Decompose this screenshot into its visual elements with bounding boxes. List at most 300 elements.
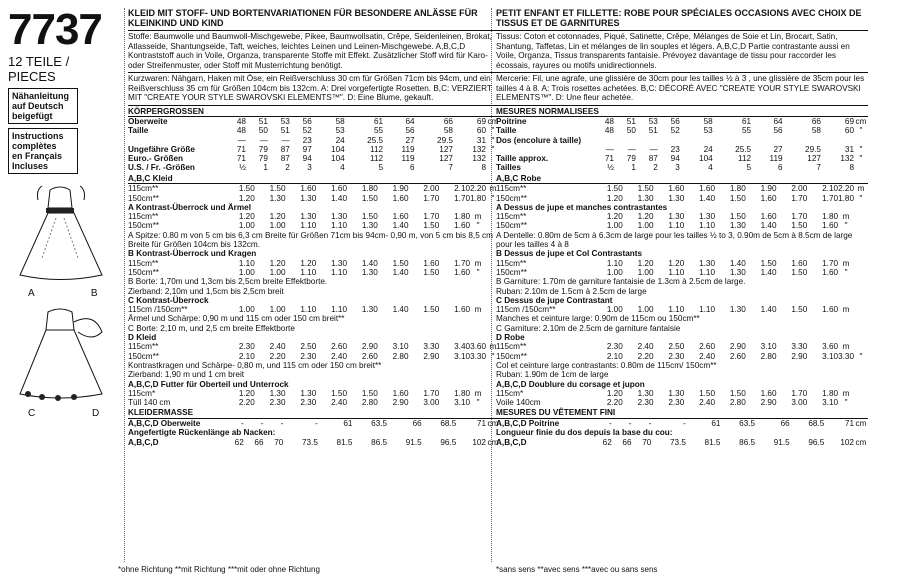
- table-cell: 1.10: [668, 267, 685, 277]
- table-cell: 2.90: [392, 398, 409, 408]
- table-cell: —: [259, 135, 268, 145]
- table-cell: 48: [604, 117, 614, 126]
- table-cell: 2.30: [637, 398, 654, 408]
- table-cell: 1.20: [238, 193, 255, 203]
- table-cell: 87: [648, 154, 658, 164]
- table-cell: ": [491, 144, 495, 154]
- table-cell: 112: [370, 144, 384, 154]
- table-cell: m: [842, 342, 850, 352]
- table-cell: 58: [443, 126, 453, 136]
- table-cell: -: [241, 418, 244, 428]
- table-cell: 81.5: [336, 437, 353, 447]
- title-fr: PETIT ENFANT ET FILLETTE: ROBE POUR SPÉCIALES OCCASIONS AVEC CHOIX DE TISSUS ET DE GARNITURES: [496, 8, 862, 28]
- table-cell: 1.20: [606, 212, 623, 222]
- table-cell: 4: [340, 163, 345, 173]
- table-row: [128, 333, 500, 342]
- table-cell: 24: [703, 144, 713, 154]
- table-note: A Dentelle: 0.80m de 5cm à 6.3cm de large pour les tailles ½ to 3, 0.90m de 5cm à 8.5cm de large pour les tailles 4 à 8: [496, 230, 853, 250]
- table-cell: 53: [280, 117, 290, 126]
- table-cell: 1.00: [606, 221, 623, 231]
- table-cell: 115cm**: [496, 258, 527, 268]
- table-cell: 1.30: [637, 193, 654, 203]
- table-cell: 96.5: [440, 437, 457, 447]
- pattern-info: [8, 5, 120, 174]
- table-cell: 58: [703, 117, 713, 126]
- table-cell: 2.10: [606, 351, 623, 361]
- table-note: Zierband: 2,10m und 1,5cm bis 2,5cm breit: [128, 286, 284, 296]
- table-cell: 1.70: [423, 193, 440, 203]
- table-cell: 1: [631, 163, 636, 173]
- table-cell: 1.40: [392, 267, 409, 277]
- table-cell: 1.10: [699, 305, 715, 315]
- table-row: [496, 428, 868, 437]
- table-cell: 55: [741, 126, 752, 136]
- table-cell: 3.10: [454, 398, 471, 408]
- table-cell: 51: [626, 117, 636, 126]
- table-cell: —: [627, 144, 636, 154]
- table-cell: 81.5: [704, 437, 721, 447]
- table-row: [496, 352, 868, 361]
- table-cell: 132: [840, 154, 854, 164]
- table-cell: 6: [778, 163, 783, 173]
- table-cell: [128, 136, 224, 145]
- table-cell: 6: [410, 163, 415, 173]
- garment-table-fr: [496, 419, 868, 447]
- table-cell: 3.00: [791, 398, 808, 408]
- table-cell: -: [648, 418, 652, 428]
- table-cell: U.S. / Fr. -Größen: [128, 163, 195, 173]
- table-cell: 63.5: [371, 418, 388, 428]
- table-row: [128, 221, 500, 230]
- table-note: Angefertigte Rückenlänge ab Nacken:: [128, 428, 276, 438]
- table-cell: 87: [280, 154, 290, 164]
- table-cell: 1.30: [300, 193, 317, 203]
- table-cell: 1.50: [729, 388, 746, 398]
- table-cell: 1.00: [606, 305, 623, 315]
- table-cell: 150cm**: [128, 267, 159, 277]
- table-cell: 2.30: [668, 351, 685, 361]
- table-cell: ½: [239, 163, 246, 173]
- table-cell: 150cm**: [496, 351, 527, 361]
- table-cell: Taille: [496, 126, 517, 136]
- table-cell: ": [476, 398, 480, 408]
- table-cell: 71: [844, 418, 854, 428]
- table-cell: 91.5: [405, 437, 422, 447]
- table-row: [128, 389, 500, 398]
- table-note: A,B,C,D Futter für Oberteil und Unterrock: [128, 379, 289, 389]
- table-cell: 50: [258, 126, 268, 136]
- table-cell: -: [683, 418, 686, 428]
- table-row: [128, 212, 500, 221]
- table-cell: 3.30: [423, 342, 440, 352]
- table-cell: 1.20: [668, 258, 685, 268]
- table-cell: 66: [811, 117, 821, 126]
- table-cell: 4: [708, 163, 713, 173]
- table-cell: 132: [472, 154, 486, 164]
- table-cell: 1.90: [392, 184, 409, 194]
- table-row: [128, 438, 500, 447]
- table-row: [128, 203, 500, 212]
- table-cell: 24: [335, 135, 345, 145]
- table-cell: 127: [439, 154, 453, 164]
- table-row: [496, 380, 868, 389]
- table-cell: 2.10: [454, 184, 471, 194]
- table-cell: 5: [378, 163, 384, 173]
- table-cell: 1.30: [637, 388, 654, 398]
- table-note: C Kontrast-Überrock: [128, 295, 209, 305]
- table-note: Kontrastkragen und Schärpe- 0,80 m, und 115 cm oder 150 cm breit**: [128, 360, 382, 370]
- table-row: [128, 352, 500, 361]
- table-cell: 94: [670, 154, 680, 164]
- table-cell: 1.80: [470, 193, 486, 203]
- body-measurements-head-de: KÖRPERGROSSEN: [128, 107, 500, 118]
- table-cell: ": [859, 351, 863, 361]
- table-cell: 64: [773, 117, 783, 126]
- yardage-table-fr: [496, 184, 868, 407]
- table-cell: 1.60: [822, 221, 839, 231]
- table-cell: 2.80: [729, 398, 746, 408]
- table-cell: 3.10: [822, 398, 839, 408]
- table-row: [496, 277, 868, 286]
- table-row: [496, 163, 868, 172]
- table-cell: 2.80: [361, 398, 378, 408]
- table-cell: Taille: [128, 126, 149, 136]
- table-cell: 1.40: [760, 221, 777, 231]
- footer-de: *ohne Richtung **mit Richtung ***mit oder ohne Richtung: [118, 565, 320, 574]
- table-row: [128, 231, 500, 250]
- table-cell: 1.20: [238, 388, 255, 398]
- table-cell: 31: [844, 144, 854, 154]
- table-cell: 94: [302, 154, 312, 164]
- table-row: [128, 287, 500, 296]
- table-cell: 1.20: [637, 258, 654, 268]
- table-cell: 56: [302, 117, 312, 126]
- table-cell: cm: [487, 418, 499, 428]
- table-cell: 1.30: [269, 193, 286, 203]
- table-cell: 71: [236, 154, 246, 164]
- table-cell: 1.60: [423, 258, 440, 268]
- table-row: [128, 361, 500, 370]
- table-cell: 2.80: [392, 351, 409, 361]
- table-cell: 1.80: [822, 388, 839, 398]
- table-cell: 1.30: [331, 258, 347, 268]
- table-cell: 2.30: [300, 351, 317, 361]
- table-cell: 66: [412, 418, 422, 428]
- table-cell: 48: [236, 117, 246, 126]
- table-cell: 2.30: [606, 342, 623, 352]
- table-cell: 51: [258, 117, 268, 126]
- table-cell: 1.10: [331, 221, 347, 231]
- table-cell: 1.90: [760, 184, 777, 194]
- table-cell: 1.10: [606, 258, 623, 268]
- table-cell: 1.20: [300, 258, 317, 268]
- table-cell: 1.40: [729, 258, 746, 268]
- table-cell: 1.30: [668, 388, 685, 398]
- table-row: [496, 221, 868, 230]
- table-cell: 2.50: [300, 342, 317, 352]
- table-cell: 2.40: [331, 351, 347, 361]
- table-row: [128, 194, 500, 203]
- table-note: Zierband: 1,90 m und 1 cm breit: [128, 370, 245, 380]
- table-note: Dos (encolure à taille): [496, 135, 582, 145]
- table-cell: 1.10: [331, 305, 347, 315]
- table-cell: -: [260, 418, 264, 428]
- table-cell: 31: [476, 135, 486, 145]
- pattern-number: 7737: [8, 5, 102, 54]
- table-cell: 150cm**: [128, 193, 159, 203]
- instructions-de-box: Nähanleitung auf Deutsch beigefügt: [8, 88, 78, 124]
- table-cell: 91.5: [773, 437, 790, 447]
- yardage-head-de: A,B,C Kleid: [128, 174, 500, 185]
- table-cell: 23: [670, 144, 680, 154]
- table-cell: 2.20: [238, 398, 255, 408]
- table-cell: 132: [472, 144, 486, 154]
- table-row: [128, 145, 500, 154]
- table-note: B Kontrast-Überrock und Kragen: [128, 249, 257, 259]
- title-de: KLEID MIT STOFF- UND BORTENVARIATIONEN FÜR BESONDERE ANLÄSSE FÜR KLEINKIND UND KIND: [128, 8, 478, 28]
- table-cell: 2.20: [637, 351, 654, 361]
- table-cell: 1.60: [760, 212, 777, 222]
- size-table-fr: [496, 117, 868, 173]
- table-cell: 66: [254, 437, 264, 447]
- table-cell: -: [315, 418, 318, 428]
- table-cell: 3.10: [822, 351, 839, 361]
- table-cell: 58: [335, 117, 345, 126]
- table-row: [496, 419, 868, 428]
- table-cell: m: [489, 342, 497, 352]
- table-cell: cm: [855, 117, 867, 126]
- table-note: C Borte: 2,10 m, und 2,5 cm breite Effektborte: [128, 323, 295, 333]
- table-cell: 1.50: [361, 212, 378, 222]
- table-row: [128, 268, 500, 277]
- table-cell: 1.50: [331, 388, 347, 398]
- table-cell: A,B,C,D: [496, 437, 527, 447]
- table-cell: 2.90: [423, 351, 440, 361]
- table-cell: 2: [653, 163, 658, 173]
- table-cell: 48: [604, 126, 614, 136]
- table-cell: 1.50: [791, 221, 808, 231]
- table-cell: 1.20: [606, 193, 623, 203]
- instructions-fr-box: Instructions complètes en Français Incluses: [8, 128, 78, 174]
- table-row: [496, 203, 868, 212]
- table-cell: 3.60: [470, 342, 486, 352]
- table-note: A Dessus de jupe et manches contrastantes: [496, 202, 668, 212]
- table-cell: 2.30: [300, 398, 317, 408]
- table-cell: 71: [236, 144, 246, 154]
- table-cell: 2.20: [269, 351, 286, 361]
- table-note: C Garniture: 2.10m de 2.5cm de garniture fantaisie: [496, 323, 681, 333]
- table-cell: 1.70: [454, 193, 471, 203]
- table-cell: Taille approx.: [496, 154, 549, 164]
- table-cell: 2.20: [606, 398, 623, 408]
- body-measurements-head-fr: MESURES NORMALISEES: [496, 107, 868, 118]
- table-cell: 1.00: [238, 305, 255, 315]
- fabrics-fr: Tissus: Coton et cotonnades, Piqué, Satinette, Crêpe, Mélanges de Soie et Lin, Brocart, Satin, Shantung, Taffetas, Lin et mélanges de lin souples et légers. A,B,C,D Partie contrastante aussi en Voile, Organza, Tissus transparents fantaisie. Prévoyez davantage de tissu pour raccorder les écossais, rayures ou motifs unidirectionnels.: [496, 32, 850, 70]
- table-cell: 115cm /150cm**: [128, 305, 188, 315]
- table-cell: 1.60: [699, 184, 715, 194]
- table-cell: 1.40: [760, 267, 777, 277]
- table-cell: -: [280, 418, 284, 428]
- table-cell: 51: [280, 126, 290, 136]
- table-cell: 5: [746, 163, 752, 173]
- size-table-de: [128, 117, 500, 173]
- table-cell: 1.30: [269, 388, 286, 398]
- table-cell: 1.30: [699, 212, 715, 222]
- table-cell: 1.50: [392, 258, 409, 268]
- table-cell: m: [474, 212, 482, 222]
- table-row: [496, 194, 868, 203]
- table-cell: 1.30: [361, 221, 378, 231]
- table-cell: 1.40: [392, 305, 409, 315]
- table-cell: 2.50: [668, 342, 685, 352]
- table-cell: 119: [401, 144, 415, 154]
- table-row: [496, 287, 868, 296]
- table-cell: 150cm**: [496, 193, 527, 203]
- dress-ab-illustration: [12, 180, 112, 285]
- table-cell: 112: [738, 154, 752, 164]
- table-cell: 60: [844, 126, 854, 136]
- table-cell: m: [842, 305, 850, 315]
- table-note: Manches et ceinture large: 0.90m de 115cm ou 150cm**: [496, 314, 700, 324]
- table-cell: 79: [626, 154, 636, 164]
- table-cell: 1.20: [238, 212, 255, 222]
- table-cell: 2.40: [699, 351, 715, 361]
- table-cell: 104: [699, 154, 713, 164]
- table-cell: 1.10: [238, 258, 255, 268]
- table-cell: Voile 140cm: [496, 398, 541, 408]
- table-cell: 61: [711, 418, 721, 428]
- table-row: [496, 184, 868, 193]
- table-row: [128, 370, 500, 379]
- table-cell: cm: [487, 117, 499, 126]
- table-cell: 1.80: [838, 193, 854, 203]
- french-column: [496, 8, 868, 447]
- table-cell: 3.30: [838, 351, 854, 361]
- table-cell: 66: [622, 437, 632, 447]
- table-cell: 1.70: [791, 388, 808, 398]
- table-note: D Kleid: [128, 333, 157, 343]
- table-cell: 115cm**: [128, 258, 159, 268]
- table-cell: -: [609, 418, 612, 428]
- table-cell: 2.90: [791, 351, 808, 361]
- table-cell: 1.30: [668, 212, 685, 222]
- table-cell: 79: [258, 154, 268, 164]
- table-cell: 1.00: [238, 221, 255, 231]
- table-cell: 115cm**: [496, 212, 527, 222]
- table-cell: —: [281, 135, 290, 145]
- table-cell: ": [844, 221, 848, 231]
- table-cell: A,B,C,D: [128, 437, 159, 447]
- table-cell: 1.40: [361, 258, 378, 268]
- table-cell: 64: [405, 117, 415, 126]
- table-cell: 115cm**: [128, 342, 159, 352]
- table-row: [496, 259, 868, 268]
- table-cell: 150cm**: [128, 351, 159, 361]
- table-cell: 2.60: [699, 342, 715, 352]
- table-row: [128, 419, 500, 428]
- table-cell: 50: [626, 126, 636, 136]
- table-row: [496, 438, 868, 447]
- table-row: [496, 268, 868, 277]
- table-cell: 96.5: [808, 437, 825, 447]
- table-cell: 2.60: [729, 351, 746, 361]
- notions-de: Kurzwaren: Nähgarn, Haken mit Öse, ein Reißverschluss 30 cm für Größen 71cm bis 94cm, und ein Reißverschluss 35 cm für Größen 104cm bis 132cm. A: Drei vorgefertigte Rosetten. B,C: VERZIERT MIT "CREATE YOUR STYLE SWAROVSKI ELEMENTS™". D: Eine Blume, gekauft.: [128, 74, 492, 102]
- table-cell: ": [859, 154, 863, 164]
- table-row: [128, 324, 500, 333]
- table-cell: 150cm**: [128, 221, 159, 231]
- view-labels-cd: C D: [28, 408, 100, 419]
- table-cell: 1.60: [791, 258, 808, 268]
- table-cell: 1.40: [392, 221, 409, 231]
- table-cell: 23: [302, 135, 312, 145]
- table-row: [496, 370, 868, 379]
- table-note: Ruban: 1.90m de 1cm de large: [496, 370, 609, 380]
- table-cell: 2.30: [668, 398, 685, 408]
- table-row: [496, 305, 868, 314]
- table-cell: 3.30: [470, 351, 486, 361]
- table-cell: 62: [602, 437, 612, 447]
- table-row: [128, 126, 500, 135]
- table-cell: 102: [840, 437, 854, 447]
- table-cell: 1.60: [300, 184, 317, 194]
- table-cell: 1.50: [423, 221, 440, 231]
- table-cell: A,B,C,D Poitrine: [496, 418, 560, 428]
- table-row: [128, 380, 500, 389]
- table-cell: 3.10: [454, 351, 471, 361]
- table-row: [496, 126, 868, 135]
- table-cell: ": [844, 398, 848, 408]
- table-cell: 1.70: [423, 388, 440, 398]
- table-cell: 48: [236, 126, 246, 136]
- table-cell: 1.30: [699, 258, 715, 268]
- table-row: [496, 231, 868, 250]
- table-cell: m: [842, 212, 850, 222]
- table-cell: 1.50: [729, 193, 746, 203]
- table-cell: 1.70: [822, 258, 839, 268]
- table-cell: 1.10: [300, 267, 317, 277]
- table-cell: ": [859, 126, 863, 136]
- table-cell: 68.5: [808, 418, 825, 428]
- table-row: [128, 136, 500, 145]
- garment-table-de: [128, 419, 500, 447]
- table-row: [128, 184, 500, 193]
- table-cell: cm: [855, 437, 867, 447]
- table-cell: 2.90: [760, 398, 777, 408]
- table-cell: 79: [258, 144, 268, 154]
- table-cell: Oberweite: [128, 117, 168, 126]
- table-row: [128, 117, 500, 126]
- table-cell: 61: [343, 418, 353, 428]
- table-cell: 1.30: [361, 267, 378, 277]
- table-row: [128, 314, 500, 323]
- table-cell: Tailles: [496, 163, 521, 173]
- table-cell: -: [628, 418, 632, 428]
- table-cell: 7: [448, 163, 453, 173]
- table-cell: 1.70: [822, 193, 839, 203]
- table-cell: 51: [648, 126, 658, 136]
- table-cell: 119: [769, 154, 783, 164]
- table-row: [128, 249, 500, 258]
- table-cell: 1.10: [668, 221, 685, 231]
- table-cell: 1.50: [760, 258, 777, 268]
- table-cell: Ungefähre Größe: [128, 144, 195, 154]
- table-cell: 1.60: [392, 388, 409, 398]
- table-cell: 68.5: [440, 418, 457, 428]
- table-row: [496, 361, 868, 370]
- table-cell: 56: [405, 126, 415, 136]
- table-cell: 52: [302, 126, 312, 136]
- table-cell: —: [237, 135, 246, 145]
